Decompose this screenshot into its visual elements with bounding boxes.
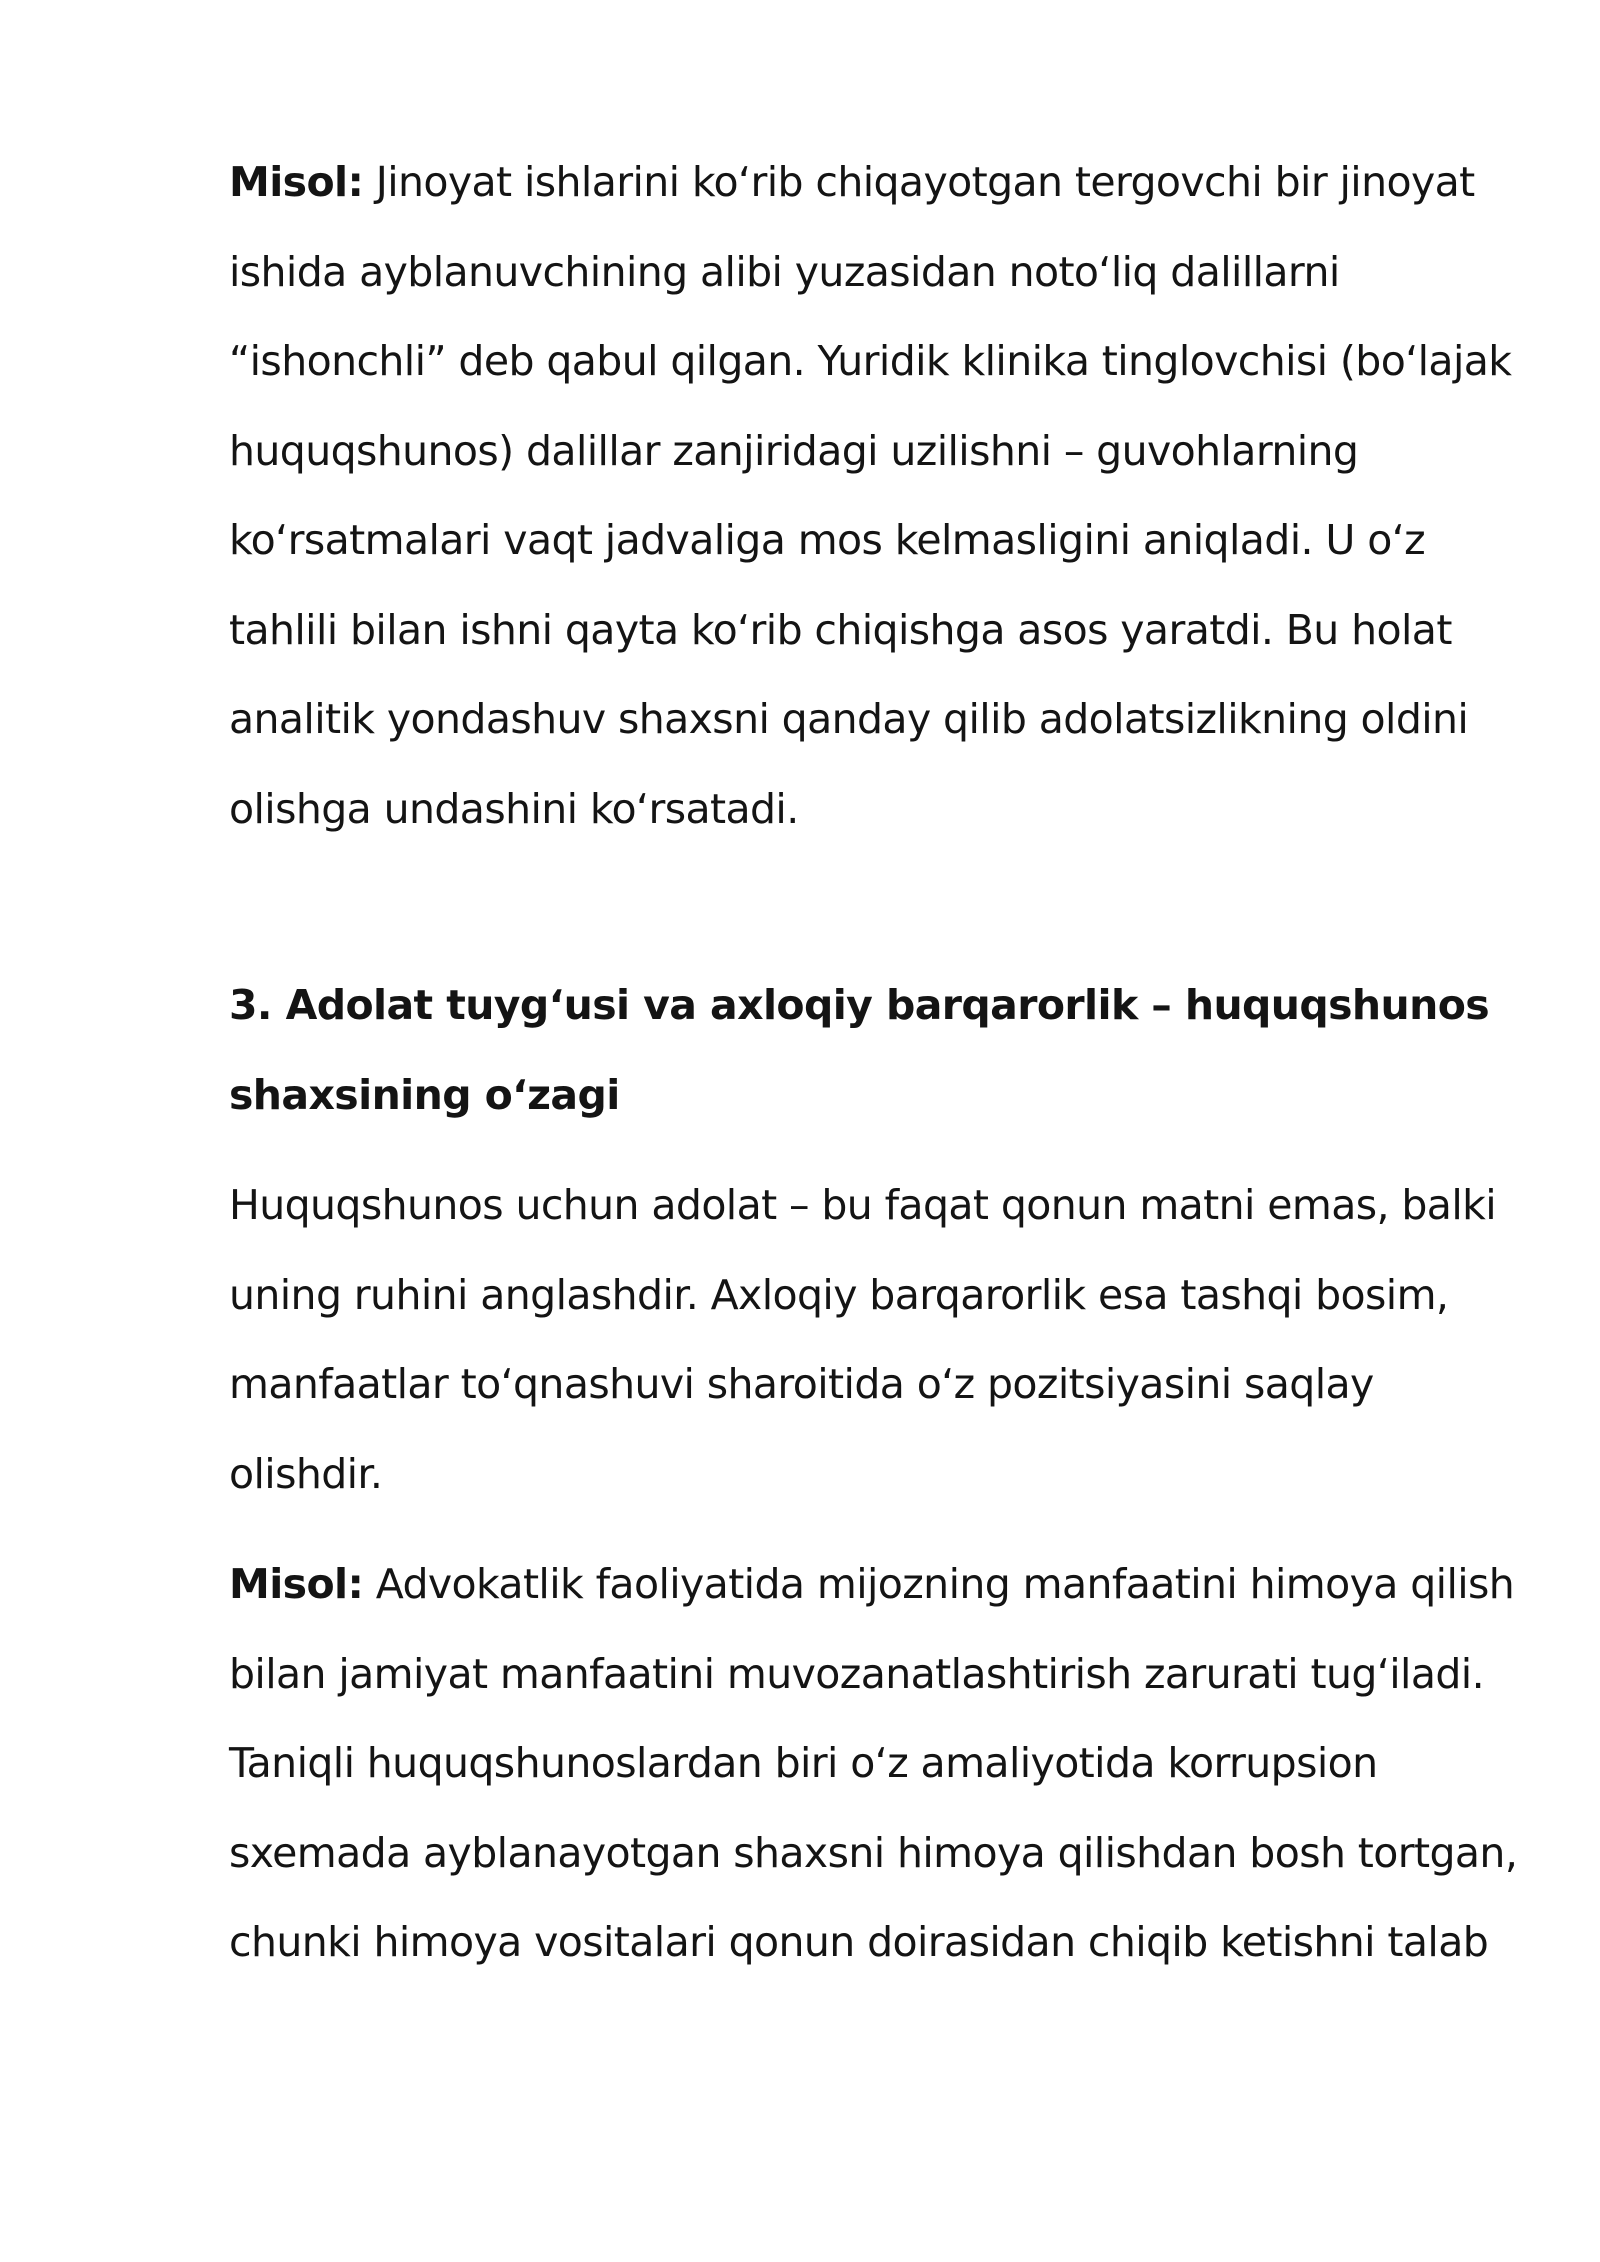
example-text: Advokatlik faoliyatida mijozning manfaatini himoya qilish bilan jamiyat manfaatini muvozanatlashtirish zarurati tugʻiladi. Taniqli huquqshunoslardan biri oʻz amaliyotida korrupsion sxemada ayblanayotgan shaxsni himoya qilishdan bosh tortgan, chunki himoya vositalari qonun doirasidan chiqib ketishni talab	[229, 1560, 1518, 1966]
document-body	[229, 138, 1529, 1988]
body-paragraph: Huquqshunos uchun adolat – bu faqat qonun matni emas, balki uning ruhini anglashdir. Axloqiy barqarorlik esa tashqi bosim, manfaatlar toʻqnashuvi sharoitida oʻz pozitsiyasini saqlay olishdir.	[229, 1181, 1497, 1498]
example-paragraph-2	[229, 1540, 1529, 1988]
section-heading: 3. Adolat tuygʻusi va axloqiy barqarorlik – huquqshunos shaxsining oʻzagi	[229, 981, 1490, 1119]
example-paragraph-1	[229, 138, 1529, 854]
example-text: Jinoyat ishlarini koʻrib chiqayotgan tergovchi bir jinoyat ishida ayblanuvchining alibi yuzasidan notoʻliq dalillarni “ishonchli” deb qabul qilgan. Yuridik klinika tinglovchisi (boʻlajak huquqshunos) dalillar zanjiridagi uzilishni – guvohlarning koʻrsatmalari vaqt jadvaliga mos kelmasligini aniqladi. U oʻz tahlili bilan ishni qayta koʻrib chiqishga asos yaratdi. Bu holat analitik yondashuv shaxsni qanday qilib adolatsizlikning oldini olishga undashini koʻrsatadi.	[229, 158, 1512, 833]
example-label: Misol:	[229, 1560, 364, 1608]
example-label: Misol:	[229, 158, 364, 206]
